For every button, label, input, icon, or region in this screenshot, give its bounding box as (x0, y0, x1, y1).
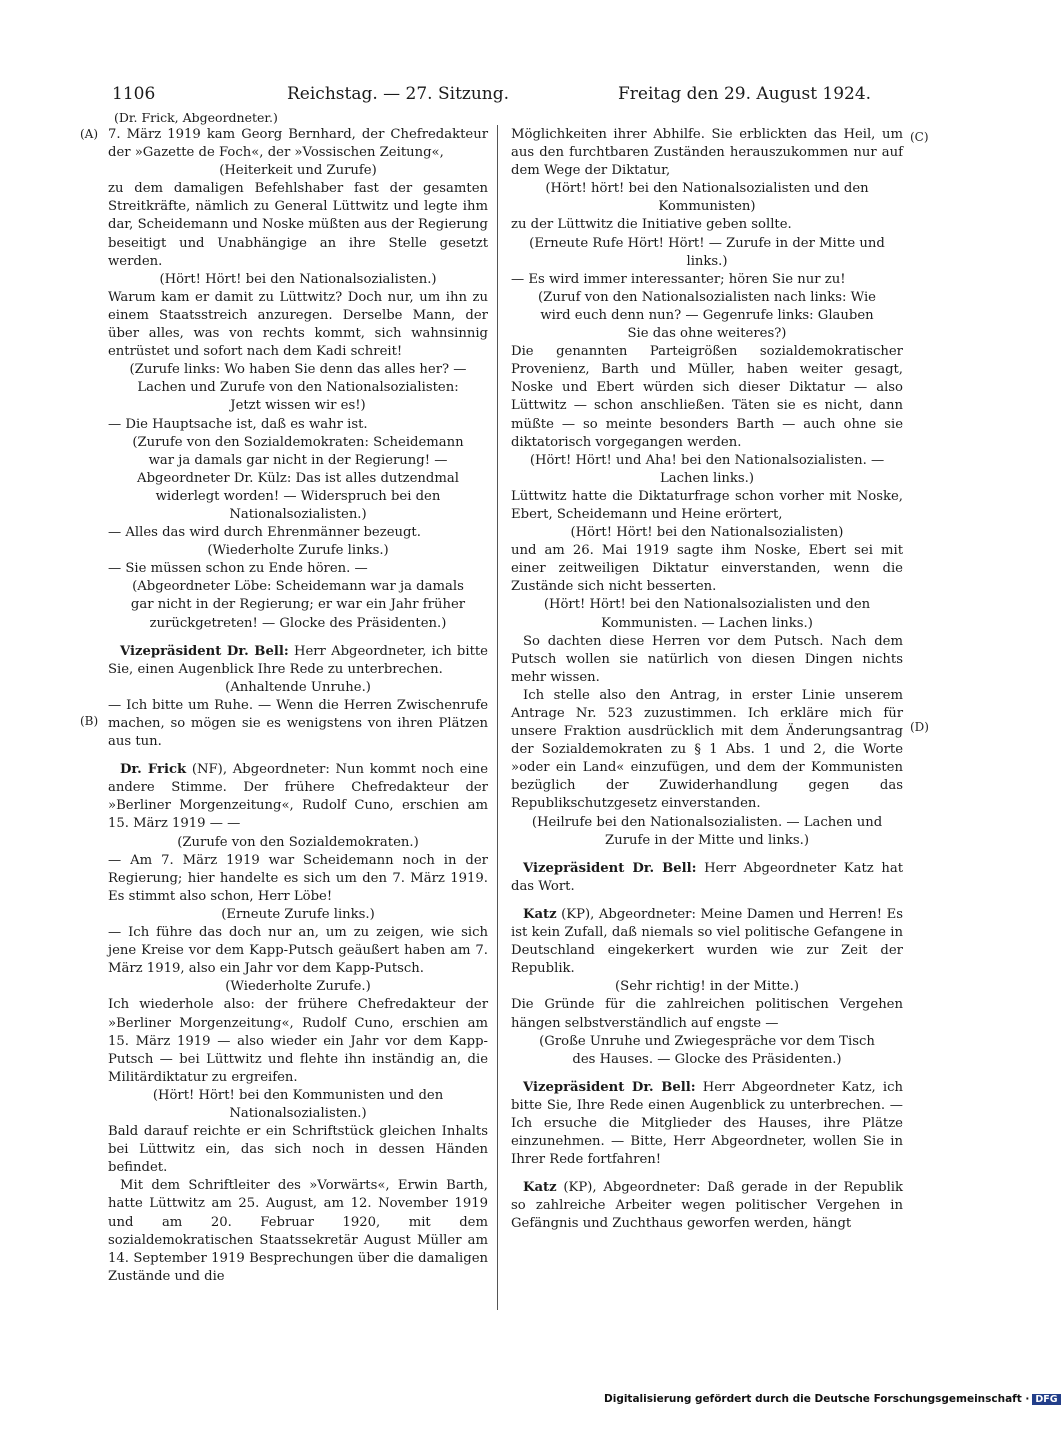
interjection: (Erneute Zurufe links.) (221, 906, 375, 922)
speech-text: Herr Abgeordneter Katz, ich bitte Sie, Ihre Rede einen Augenblick zu unterbrechen. — Ich ersuche die Mitglieder des Hauses, ihre Plätze einzunehmen. — Bitte, Herr Abgeordneter, wollen Sie in Ihrer Rede fortfahren! (511, 1079, 903, 1168)
speech-paragraph: — Am 7. März 1919 war Scheidemann noch in der Regierung; hier handelte es sich um den 7. März 1919. Es stimmt also schon, Herr Löbe! (108, 852, 488, 904)
speech-paragraph: Ich wiederhole also: der frühere Chefredakteur der »Berliner Morgenzeitung«, Rudolf Cuno, erschien am 15. März 1919 — also wieder ein Jahr vor dem Kapp-Putsch — bei Lüttwitz und flehte ihn inständig an, die Militärdiktatur zu ergreifen. (108, 997, 488, 1085)
interjection: (Hört! Hört! bei den Nationalsozialisten und den Kommunisten. — Lachen links.) (543, 597, 871, 631)
speech-paragraph: zu der Lüttwitz die Initiative geben sollte. (511, 217, 792, 233)
speech-paragraph: Mit dem Schriftleiter des »Vorwärts«, Erwin Barth, hatte Lüttwitz am 25. August, am 12. November 1919 und am 20. Februar 1920, mit dem sozialdemokratischen Staatssekretär August Müller am 14. September 1919 Besprechungen über die damaligen Zustände und die (108, 1178, 488, 1284)
speaker-name: Vizepräsident Dr. Bell: (120, 643, 289, 659)
running-speaker: (Dr. Frick, Abgeordneter.) (114, 110, 278, 125)
interjection: (Heilrufe bei den Nationalsozialisten. — Lachen und Zurufe in der Mitte und links.) (531, 814, 883, 848)
speech-paragraph: Bald darauf reichte er ein Schriftstück gleichen Inhalts bei Lüttwitz ein, das sich noch in dessen Händen befindet. (108, 1124, 488, 1176)
interjection: (Hört! Hört! und Aha! bei den Nationalsozialisten. — Lachen links.) (529, 452, 885, 486)
speech-paragraph: Die genannten Parteigrößen sozialdemokratischer Provenienz, Barth und Müller, haben weiter gesagt, Noske und Ebert würden sich dieser Diktatur — also Lüttwitz — schon anschließen. Täten sie es nicht, dann müßte — so meinte besonders Barth — auch ohne sie diktatorisch vorgegangen werden. (511, 344, 903, 450)
interjection: (Erneute Rufe Hört! Hört! — Zurufe in der Mitte und links.) (529, 235, 885, 269)
right-column (511, 126, 903, 1234)
speaker-paragraph (511, 860, 903, 896)
speaker-name: Vizepräsident Dr. Bell: (523, 1079, 696, 1095)
speech-text: (NF), Abgeordneter: Nun kommt noch eine andere Stimme. Der frühere Chefredakteur der »Berliner Morgenzeitung«, Rudolf Cuno, erschien am 15. März 1919 — — (108, 762, 488, 832)
speech-text: (KP), Abgeordneter: Meine Damen und Herren! Es ist kein Zufall, daß niemals so viel politische Gefangene in Deutschland eingekerkert wurden wie zur Zeit der Republik. (511, 906, 903, 977)
dfg-logo: DFG (1032, 1394, 1060, 1405)
speech-text: Herr Abgeordneter Katz hat das Wort. (511, 860, 903, 894)
interjection: (Hört! hört! bei den Nationalsozialisten und den Kommunisten) (545, 181, 869, 215)
speech-paragraph: — Die Hauptsache ist, daß es wahr ist. (108, 416, 368, 432)
funding-footer (604, 1393, 1061, 1405)
speech-paragraph: — Es wird immer interessanter; hören Sie nur zu! (511, 271, 846, 287)
speaker-paragraph (511, 1079, 903, 1169)
speech-paragraph: Ich stelle also den Antrag, in erster Linie unserem Antrage Nr. 523 zuzustimmen. Ich erkläre mich für unsere Fraktion ausdrücklich mit dem Änderungsantrag der Sozialdemokraten zu § 1 Abs. 1 und 2, die Worte »oder ein Land« einzufügen, und dem der Kommunisten bezüglich der Zuwiderhandlung gegen das Republikschutzgesetz einverstanden. (511, 687, 903, 812)
speaker-paragraph (108, 761, 488, 833)
session-date: Freitag den 29. August 1924. (618, 84, 872, 104)
interjection: (Abgeordneter Löbe: Scheidemann war ja damals gar nicht in der Regierung; er war ein Jahr früher zurückgetreten! — Glocke des Präsidenten.) (130, 579, 466, 631)
speaker-name: Katz (523, 1180, 557, 1196)
column-divider (497, 125, 498, 1310)
speech-paragraph: Warum kam er damit zu Lüttwitz? Doch nur, um ihn zu einem Staatsstreich anzuregen. Derselbe Mann, der über alles, was von rechts kommt, sich wahnsinnig entrüstet und sofort nach dem Kadi schreit! (108, 289, 488, 360)
left-column (108, 126, 488, 1286)
interjection: (Sehr richtig! in der Mitte.) (615, 979, 799, 995)
speech-paragraph: — Ich führe das doch nur an, um zu zeigen, wie sich jene Kreise vor dem Kapp-Putsch geäußert haben am 7. März 1919, also ein Jahr vor dem Kapp-Putsch. (108, 925, 488, 977)
interjection: (Zurufe von den Sozialdemokraten.) (177, 834, 419, 850)
speaker-name: Vizepräsident Dr. Bell: (523, 860, 697, 876)
speech-paragraph: Die Gründe für die zahlreichen politischen Vergehen hängen selbstverständlich auf engste — (511, 997, 903, 1031)
speech-paragraph: Lüttwitz hatte die Diktaturfrage schon vorher mit Noske, Ebert, Scheidemann und Heine erörtert, (511, 488, 903, 522)
speech-paragraph: — Ich bitte um Ruhe. — Wenn die Herren Zwischenrufe machen, so mögen sie es wenigstens von ihren Plätzen aus tun. (108, 697, 488, 750)
speech-text: (KP), Abgeordneter: Daß gerade in der Republik so zahlreiche Arbeiter wegen politischer Vergehen in Gefängnis und Zuchthaus geworfen werden, hängt (511, 1180, 903, 1232)
interjection: (Hört! Hört! bei den Kommunisten und den Nationalsozialisten.) (152, 1087, 444, 1121)
interjection: (Zurufe links: Wo haben Sie denn das alles her? — Lachen und Zurufe von den Nationalsozialisten: Jetzt wissen wir es!) (129, 362, 467, 414)
speaker-name: Dr. Frick (120, 762, 187, 778)
interjection: (Wiederholte Zurufe links.) (207, 543, 389, 559)
speaker-paragraph (511, 906, 903, 978)
interjection: (Hört! Hört! bei den Nationalsozialisten) (570, 525, 844, 541)
speech-paragraph: — Sie müssen schon zu Ende hören. — (108, 561, 368, 577)
speech-paragraph: — Alles das wird durch Ehrenmänner bezeugt. (108, 525, 421, 541)
session-title: Reichstag. — 27. Sitzung. (287, 84, 510, 104)
interjection: (Wiederholte Zurufe.) (225, 979, 371, 995)
interjection: (Anhaltende Unruhe.) (225, 679, 371, 695)
margin-marker-c: (C) (910, 130, 929, 144)
speech-paragraph: So dachten diese Herren vor dem Putsch. Nach dem Putsch wollen sie natürlich von diesen Dingen nichts mehr wissen. (511, 633, 903, 685)
speaker-paragraph (511, 1179, 903, 1233)
speech-paragraph: zu dem damaligen Befehlshaber fast der gesamten Streitkräfte, nämlich zu General Lüttwitz und legte ihm dar, Scheidemann und Noske müßten aus der Regierung beseitigt und Unabhängige an ihre Stelle gesetzt werden. (108, 181, 488, 269)
funding-text: Digitalisierung gefördert durch die Deutsche Forschungsgemeinschaft · (604, 1393, 1030, 1405)
speech-paragraph: 7. März 1919 kam Georg Bernhard, der Chefredakteur der »Gazette de Foch«, der »Vossischen Zeitung«, (108, 127, 488, 161)
speech-text: Herr Abgeordneter, ich bitte Sie, einen Augenblick Ihre Rede zu unterbrechen. (108, 643, 488, 677)
interjection: (Zurufe von den Sozialdemokraten: Scheidemann war ja damals gar nicht in der Regierung! — Abgeordneter Dr. Külz: Das ist alles dutzendmal widerlegt worden! — Widerspruch bei den Nationalsozialisten.) (132, 434, 464, 522)
speaker-name: Katz (523, 906, 557, 922)
interjection: (Hört! Hört! bei den Nationalsozialisten.) (159, 271, 437, 287)
margin-marker-d: (D) (910, 720, 929, 734)
speech-paragraph: und am 26. Mai 1919 sagte ihm Noske, Ebert sei mit einer zeitweiligen Diktatur einverstanden, wenn die Zustände sich nicht besserten. (511, 543, 903, 595)
speech-paragraph: Möglichkeiten ihrer Abhilfe. Sie erblickten das Heil, um aus den furchtbaren Zuständen herauszukommen nur auf dem Wege der Diktatur, (511, 127, 903, 179)
page-number: 1106 (112, 84, 156, 104)
margin-marker-b: (B) (80, 714, 99, 728)
speaker-paragraph (108, 643, 488, 679)
interjection: (Heiterkeit und Zurufe) (219, 163, 377, 179)
interjection: (Zuruf von den Nationalsozialisten nach links: Wie wird euch denn nun? — Gegenrufe links: Glauben Sie das ohne weiteres?) (538, 289, 876, 342)
page-header (112, 84, 907, 108)
interjection: (Große Unruhe und Zwiegespräche vor dem Tisch des Hauses. — Glocke des Präsidenten.) (539, 1033, 875, 1067)
margin-marker-a: (A) (80, 127, 99, 141)
